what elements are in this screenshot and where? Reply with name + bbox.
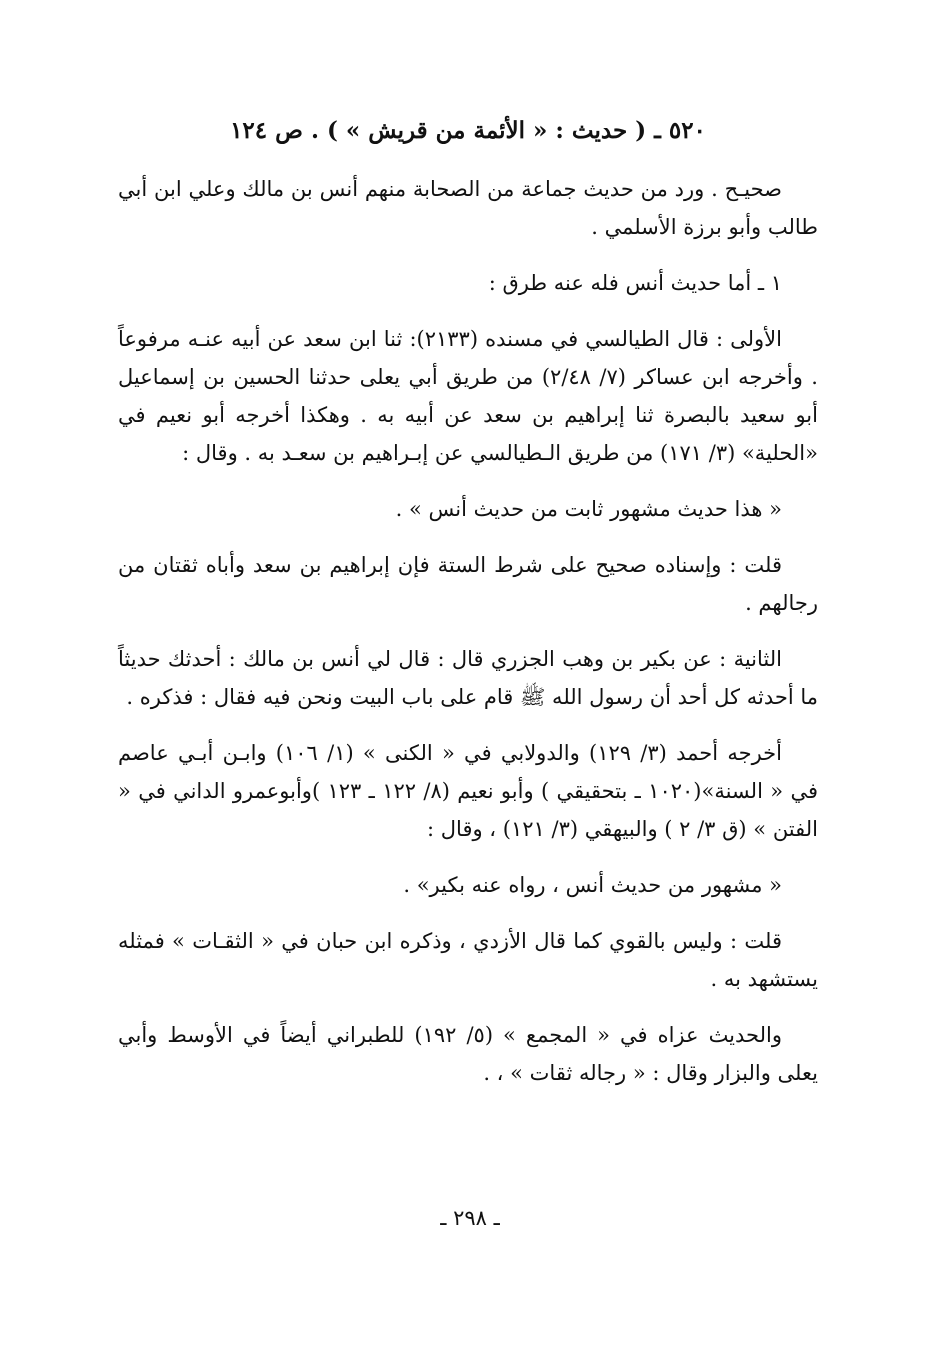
paragraph-2: ١ ـ أما حديث أنس فله عنه طرق : [488,271,782,295]
paragraph-1: صحيـح . ورد من حديث جماعة من الصحابة منهم أنس بن مالك وعلي ابن أبي طالب وأبو برزة الأسلمي . [118,177,818,239]
paragraph-6: الثانية : عن بكير بن وهب الجزري قال : قال لي أنس بن مالك : أحدثك حديثاً ما أحدثه كل أحد أن رسول الله ﷺ قام على باب البيت ونحن فيه فقال : فذكره . [118,647,818,709]
paragraph-7: أخرجه أحمد (٣/ ١٢٩) والدولابي في « الكنى » (١/ ١٠٦) وابـن أبـي عاصم في « السنة»(١٠٢٠ ـ بتحقيقي ) وأبو نعيم (٨/ ١٢٢ ـ ١٢٣ )وأبوعمرو الداني في « الفتن » (ق ٣/ ٢ ) والبيهقي (٣/ ١٢١) ، وقال : [118,741,818,841]
paragraph-3: الأولى : قال الطيالسي في مسنده (٢١٣٣): ثنا ابن سعد عن أبيه عنـه مرفوعاً . وأخرجه ابن عساكر (٧/ ٢/٤٨) من طريق أبي يعلى حدثنا الحسين بن إسماعيل أبو سعيد بالبصرة ثنا إبراهيم بن سعد عن أبيه به . وهكذا أخرجه أبو نعيم في «الحلية» (٣/ ١٧١) من طريق الـطيالسي عن إبـراهيم بن سعـد به . وقال : [118,327,818,465]
hadith-heading: ٥٢٠ ـ ( حديث : « الأئمة من قريش » ) . ص ١٢٤ [230,117,706,144]
page-content [118,112,818,1110]
paragraph-9: قلت : وليس بالقوي كما قال الأزدي ، وذكره ابن حبان في « الثقـات » فمثله يستشهد به . [118,929,818,991]
page-number: ـ ٢٩٨ ـ [440,1206,500,1230]
paragraph-5: قلت : وإسناده صحيح على شرط الستة فإن إبراهيم بن سعد وأباه ثقتان من رجالهم . [118,553,818,615]
quote-1: « هذا حديث مشهور ثابت من حديث أنس » . [395,497,782,521]
quote-2: « مشهور من حديث أنس ، رواه عنه بكير» . [403,873,782,897]
paragraph-10: والحديث عزاه في « المجمع » (٥/ ١٩٢) للطبراني أيضاً في الأوسط وأبي يعلى والبزار وقال : « رجاله ثقات » ، . [118,1023,818,1085]
